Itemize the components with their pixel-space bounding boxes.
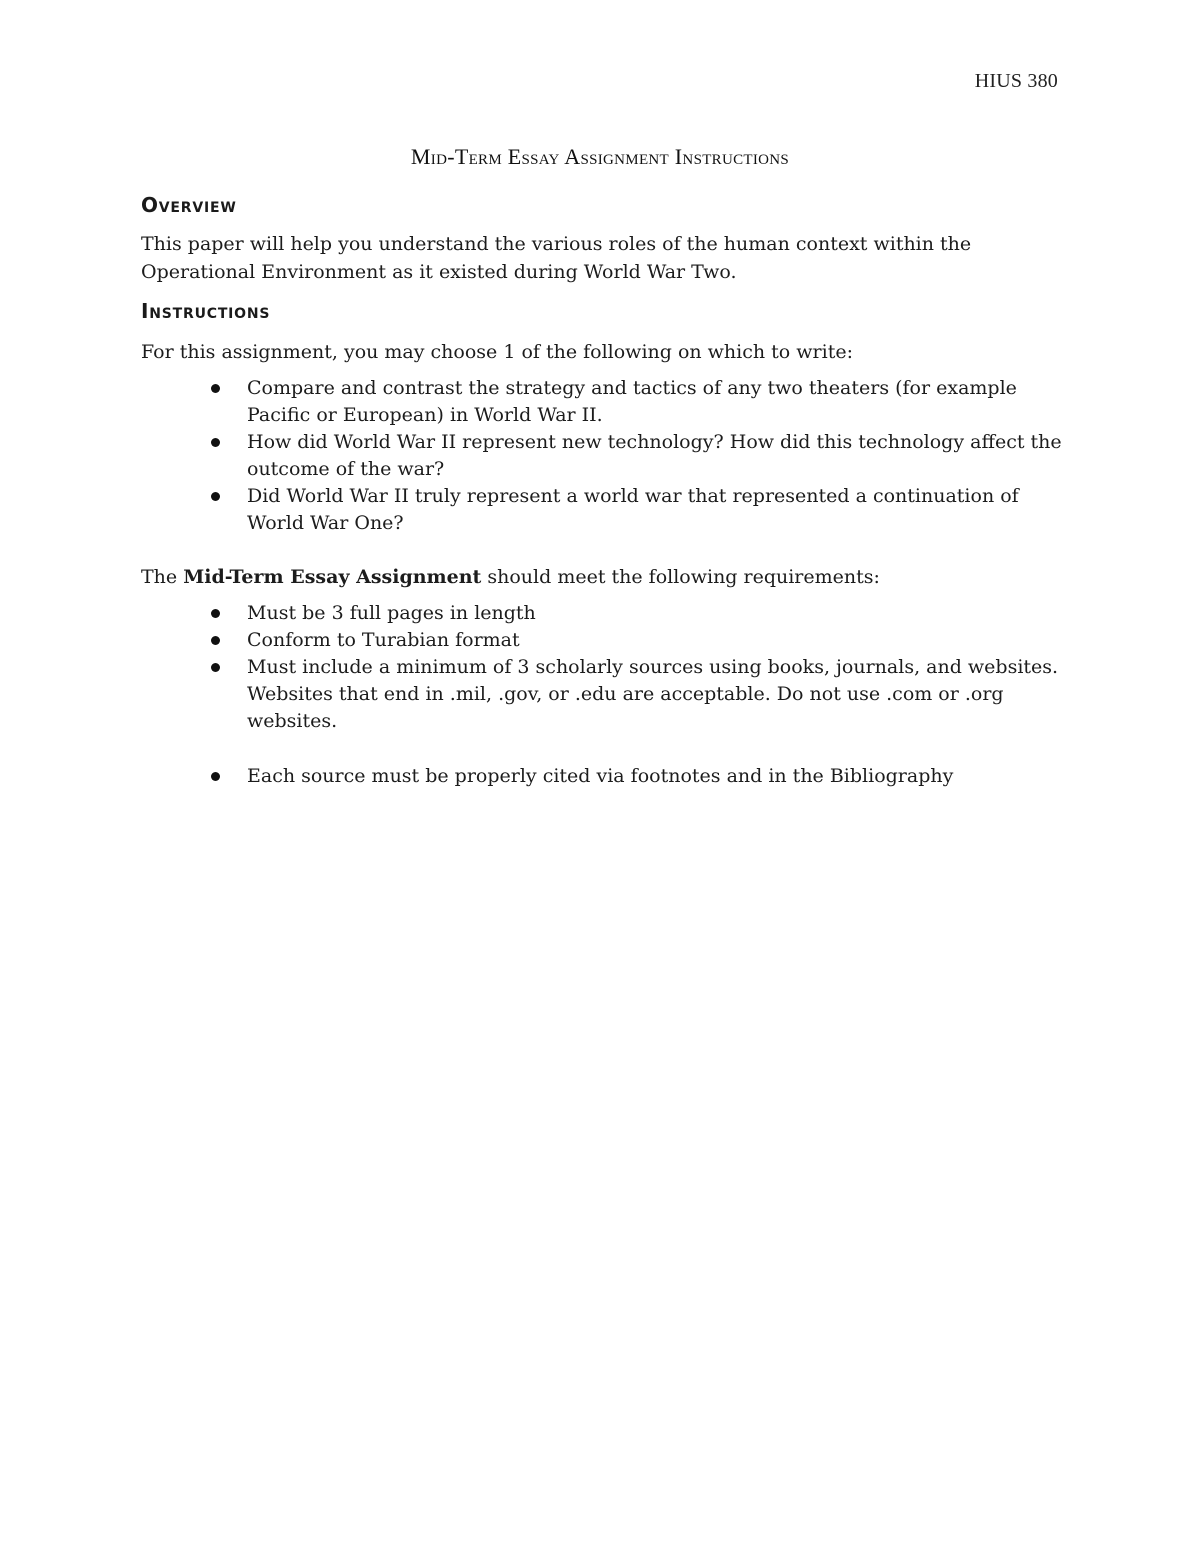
bullet-icon xyxy=(211,663,220,672)
topic-text: Compare and contrast the strategy and tactics of any two theaters (for example Pacific or European) in World War II. xyxy=(247,377,1017,426)
requirement-item xyxy=(141,627,1071,654)
instructions-intro: For this assignment, you may choose 1 of the following on which to write: xyxy=(141,341,853,363)
assignment-name: Mid-Term Essay Assignment xyxy=(183,566,482,588)
requirement-text: Conform to Turabian format xyxy=(247,629,520,651)
topic-text: How did World War II represent new technology? How did this technology affect the outcome of the war? xyxy=(247,431,1062,480)
course-code: HIUS 380 xyxy=(974,70,1058,92)
bullet-icon xyxy=(211,384,220,393)
requirements-list xyxy=(141,600,1071,790)
topic-list xyxy=(141,375,1071,537)
requirement-text: Must be 3 full pages in length xyxy=(247,602,536,624)
requirement-text: Must include a minimum of 3 scholarly sources using books, journals, and websites. Websites that end in .mil, .gov, or .edu are acceptable. Do not use .com or .org websites. xyxy=(247,656,1059,732)
bullet-icon xyxy=(211,636,220,645)
requirement-item xyxy=(141,600,1071,627)
requirement-item xyxy=(141,654,1071,735)
requirement-text: Each source must be properly cited via footnotes and in the Bibliography xyxy=(247,765,954,787)
requirement-item xyxy=(141,763,1071,790)
bullet-icon xyxy=(211,492,220,501)
instructions-heading: Instructions xyxy=(141,299,271,323)
topic-item xyxy=(141,429,1071,483)
requirements-intro-suffix: should meet the following requirements: xyxy=(481,566,880,588)
bullet-icon xyxy=(211,609,220,618)
topic-text: Did World War II truly represent a world war that represented a continuation of World War One? xyxy=(247,485,1019,534)
requirements-intro xyxy=(141,563,1071,591)
overview-heading: Overview xyxy=(141,193,237,217)
document-body xyxy=(141,190,1071,790)
overview-paragraph: This paper will help you understand the various roles of the human context within the Operational Environment as it existed during World War Two. xyxy=(141,233,972,283)
topic-item xyxy=(141,375,1071,429)
requirements-intro-prefix: The xyxy=(141,566,184,588)
page-title: Mid-Term Essay Assignment Instructions xyxy=(410,144,790,169)
bullet-icon xyxy=(211,438,220,447)
topic-item xyxy=(141,483,1071,537)
bullet-icon xyxy=(211,772,220,781)
